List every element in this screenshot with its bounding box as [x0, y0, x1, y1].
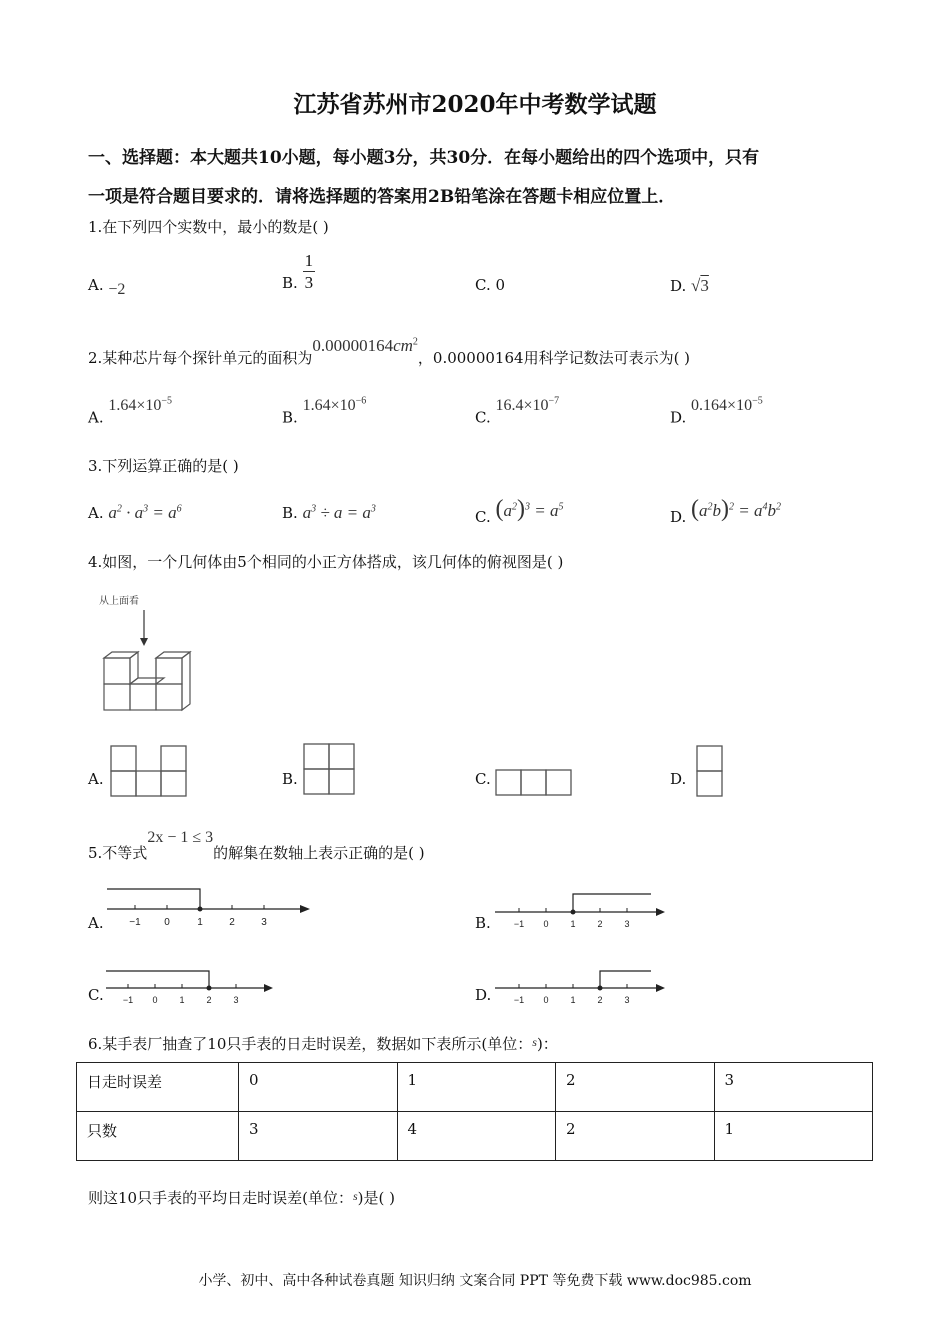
q1-option-c: C. 0 [475, 276, 506, 294]
q2-area-unit: cm [393, 336, 413, 355]
q3-d-label: D. [670, 508, 687, 526]
q1-option-d [670, 276, 709, 296]
table-row [77, 1063, 873, 1112]
page-title: 江苏省苏州市2020年中考数学试题 [293, 91, 657, 118]
q1-option-b [282, 252, 315, 291]
q4-option-a-label: A. [88, 770, 104, 788]
q2-a-value [108, 397, 172, 414]
q2-a-base: 1.64×10 [108, 397, 162, 415]
q5-d-tick: 1 [570, 995, 576, 1005]
q6-followup-unit: s [352, 1189, 358, 1203]
q5-b-tick: 1 [570, 919, 576, 929]
q5-a-tick: 1 [197, 917, 203, 928]
q2-a-label: A. [88, 408, 104, 427]
q6-stem [88, 1033, 558, 1054]
q4-option-c-label: C. [475, 770, 491, 788]
q2-stem-post: ，0.00000164用科学记数法可表示为( ) [417, 349, 691, 367]
q4-stem: 4.如图，一个几何体由5个相同的小正方体搭成，该几何体的俯视图是( ) [88, 553, 564, 571]
q5-a-tick: 3 [261, 917, 267, 928]
q3-a-expr: $a^2 \cdot a^3 = a^6$ [108, 503, 182, 522]
q4-view-label: 从上面看 [99, 596, 139, 607]
q2-b-label: B. [282, 408, 298, 427]
q3-option-c [475, 496, 564, 526]
q5-option-b-numberline [493, 890, 673, 934]
q1-b-fraction [303, 252, 316, 291]
table-cell: 2 [556, 1063, 715, 1112]
q5-d-point [598, 986, 603, 991]
q6-followup-pre: 则这10只手表的平均日走时误差(单位： [88, 1189, 353, 1207]
q5-c-tick: 1 [179, 995, 185, 1005]
q4-option-d-figure [696, 745, 724, 797]
page-footer: 小学、初中、高中各种试卷真题 知识归纳 文案合同 PPT 等免费下载 www.doc985.com [198, 1273, 752, 1289]
q5-c-tick: 2 [206, 995, 212, 1005]
q2-d-exp: −5 [752, 396, 763, 407]
q4-option-c-figure [495, 769, 573, 797]
q5-a-tick: 0 [164, 917, 170, 928]
q5-stem [88, 829, 425, 863]
q1-b-denominator: 3 [304, 273, 314, 292]
q5-d-tick: 0 [543, 995, 549, 1005]
q5-d-tick: 3 [624, 995, 630, 1005]
table-cell: 3 [239, 1112, 398, 1161]
q5-option-c-label: C. [88, 986, 104, 1004]
q2-d-label: D. [670, 408, 687, 427]
q5-a-point [198, 907, 203, 912]
q2-d-value [691, 397, 763, 414]
q1-b-label: B. [282, 273, 298, 292]
q5-option-d-label: D. [475, 986, 492, 1004]
q3-option-a [88, 503, 182, 523]
q4-option-b-figure [303, 743, 355, 795]
q5-option-c-numberline [104, 966, 279, 1010]
q5-c-tick: −1 [122, 995, 134, 1005]
q5-b-tick: 0 [543, 919, 549, 929]
q5-inequality: 2x − 1 ≤ 3 [147, 829, 214, 846]
q4-solid-figure [96, 590, 196, 715]
q3-b-label: B. [282, 504, 298, 522]
table-row [77, 1112, 873, 1161]
q3-a-label: A. [88, 504, 104, 522]
q2-area-number: 0.00000164 [312, 336, 394, 355]
q6-stem-pre: 6.某手表厂抽查了10只手表的日走时误差，数据如下表所示(单位： [88, 1035, 533, 1053]
table-cell: 1 [397, 1063, 556, 1112]
q1-a-label: A. [88, 276, 104, 294]
q2-b-exp: −6 [355, 396, 367, 407]
q5-stem-post: 的解集在数轴上表示正确的是( ) [213, 844, 425, 862]
q5-option-d-numberline [493, 966, 673, 1010]
q5-c-point [207, 986, 212, 991]
q5-c-tick: 0 [152, 995, 158, 1005]
q3-c-label: C. [475, 508, 491, 526]
q3-b-expr: $a^3 \div a = a^3$ [302, 503, 376, 522]
q2-stem-pre: 2.某种芯片每个探针单元的面积为 [88, 349, 313, 367]
q5-a-tick: 2 [229, 917, 235, 928]
section-instructions-line1: 一、选择题：本大题共10小题，每小题3分，共30分．在每小题给出的四个选项中，只有 [88, 148, 760, 168]
q3-c-expr: $(a^2)^3 = a^5$ [495, 496, 564, 522]
q1-stem: 1.在下列四个实数中，最小的数是( ) [88, 218, 329, 236]
q2-d-base: 0.164×10 [691, 397, 753, 415]
q1-d-sqrt: √3 [691, 276, 709, 295]
q1-d-radicand: 3 [700, 276, 709, 295]
table-cell: 日走时误差 [77, 1063, 239, 1112]
q5-d-tick: 2 [597, 995, 603, 1005]
q2-c-base: 16.4×10 [495, 397, 549, 415]
q1-option-a [88, 276, 126, 298]
table-cell: 4 [397, 1112, 556, 1161]
q5-option-a-numberline [105, 885, 315, 933]
table-cell: 1 [714, 1112, 873, 1161]
q4-option-b-label: B. [282, 770, 298, 788]
table-cell: 只数 [77, 1112, 239, 1161]
q2-area-unit-exp: 2 [412, 336, 418, 348]
table-cell: 2 [556, 1112, 715, 1161]
q5-b-tick: 2 [597, 919, 603, 929]
q6-unit: s [532, 1035, 537, 1049]
q5-d-tick: −1 [513, 995, 525, 1005]
q3-stem: 3.下列运算正确的是( ) [88, 457, 239, 475]
q1-d-label: D. [670, 277, 687, 295]
q1-a-value: −2 [108, 281, 126, 298]
q4-option-d-label: D. [670, 770, 687, 788]
q5-a-tick: −1 [129, 917, 141, 928]
q2-area-value [312, 336, 418, 355]
q3-option-b [282, 503, 376, 523]
q2-b-value [303, 397, 367, 414]
q2-c-value [496, 397, 560, 414]
q6-stem-post: )： [536, 1035, 558, 1053]
q2-c-label: C. [475, 408, 491, 427]
table-cell: 0 [239, 1063, 398, 1112]
q2-b-base: 1.64×10 [302, 397, 356, 415]
q5-c-tick: 3 [233, 995, 239, 1005]
q2-stem [88, 336, 691, 368]
q1-b-numerator: 1 [304, 251, 314, 270]
q4-option-a-figure [110, 745, 190, 797]
q5-b-point [571, 910, 576, 915]
q5-option-b-label: B. [475, 914, 491, 932]
q5-b-tick: 3 [624, 919, 630, 929]
q2-a-exp: −5 [161, 396, 173, 407]
q3-option-d [670, 496, 782, 526]
q2-c-exp: −7 [548, 396, 560, 407]
q5-stem-pre: 5.不等式 [88, 844, 148, 862]
q3-d-expr: $(a^2b)^2 = a^4b^2$ [691, 496, 782, 522]
q5-option-a-label: A. [88, 914, 104, 932]
q6-data-table [76, 1062, 873, 1161]
q6-followup [88, 1187, 395, 1208]
table-cell: 3 [714, 1063, 873, 1112]
section-instructions-line2: 一项是符合题目要求的．请将选择题的答案用2B铅笔涂在答题卡相应位置上． [88, 187, 676, 207]
q6-followup-post: )是( ) [357, 1189, 395, 1207]
q5-b-tick: −1 [513, 919, 525, 929]
